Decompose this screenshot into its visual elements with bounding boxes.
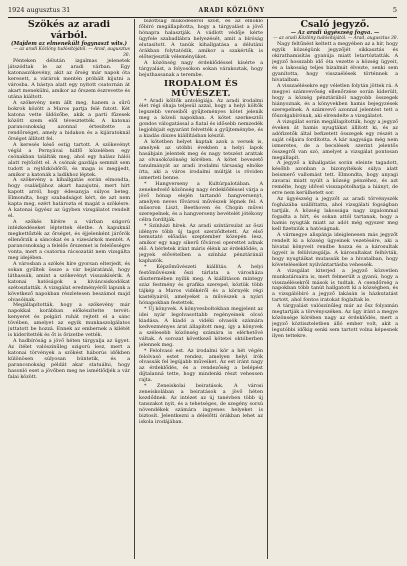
column-left: [8, 19, 130, 559]
article-paragraph: A szökevény nem állt meg, hanem a sűrű bokrok között a Maros partja felé futott. Két katona vette üldözőbe, akik a parti fűzesek között szem elől tévesztették. A katonai parancsnokság azonnal értesítette a rendőrséget, amely a hidakon és a kijáratoknál őrséget állított fel.: [8, 100, 130, 142]
article-paragraph: Megállapították, hogy a szökevény már napokkal korábban előkészítette tervét: kenyeret és polgári ruhát rejtett el a sánc tövében, amelyet az egyik munkaszolgálatos juttatott be hozzá. Ennek az embernek a kilétét is kiderítették és őt is őrizetbe vették.: [8, 302, 130, 339]
page-number: 5: [392, 6, 397, 14]
article-paragraph: * Új könyvek. A könyvesboltokban megjelent az idei nyár legolvasottabb regényeinek olcsó kiadása. A kiadó a vidéki olvasók számára kedvezményes árat állapított meg, így a könyvek a szélesebb közönség számára is elérhetővé váltak. A sorozat következő kötetei októberben jelennek meg.: [139, 305, 263, 348]
article-paragraph: * Hangverseny a Kultúrpalotában. A zenekedvelő közönség nagy érdeklődéssel várja a jövő hónap elején tartandó hangversenyt, amelyen neves fővárosi művészek lépnek fel. A műsoron Liszt, Beethoven és Chopin művei szerepelnek, és a hangverseny bevételét jótékony célra fordítják.: [139, 180, 263, 223]
column-divider: [267, 19, 268, 559]
article-paragraph: A vizsgálat kiterjed a jegyző közvetlen munkatársaira is, mert felmerült a gyanú, hogy a visszaélésekről mások is tudtak. A csendőrség a napokban több tanút hallgatott ki a községben, és a vizsgálóbíró a jegyző lakásán is házkutatást tartott, ahol fontos iratokat foglaltak le.: [272, 267, 398, 304]
article-paragraph: A tárgyalást valószínűleg már az ősz folyamán megtartják a törvényszéken. Az ügy iránt a megye közönsége körében nagy az érdeklődés, mert a jegyző köztiszteletben álló ember volt, akit a legutóbbi időkig senki sem tartott volna képesnek ilyen tettekre.: [272, 303, 398, 340]
header-date: 1924 augusztus 31: [8, 6, 71, 14]
article-paragraph: A visszaélésekre egy véletlen folytán jöttek rá. A megyei számvevőség ellenőrzése során kiderült, hogy a község pénztárából nagyobb összegek hiányoznak, és a könyvekben hamis bejegyzések szerepelnek. A számvevő azonnal jelentést tett a főszolgabírónak, aki elrendelte a vizsgálatot.: [272, 83, 398, 119]
article-paragraph: A vizsgálat során megállapították, hogy a jegyző éveken át hamis nyugtákat állított ki, és az adófizetők által befizetett összegek egy részét a saját céljaira fordította. A kár nagysága még nem ismeretes, de a becslések szerint jelentős összegről van szó, amelyet a vizsgálat pontosan megállapít.: [272, 118, 398, 161]
article-paragraph: * Színházi hírek. Az aradi színtársulat az őszi idényre több új tagot szerződtetett. Az első bemutató előadás szeptember közepén lesz, amikor egy nagy sikerű fővárosi operettet adnak elő. A bérletek iránt máris élénk az érdeklődés, a jegyek elővételben a színház pénztáránál kaphatók.: [139, 222, 263, 265]
article-paragraph: Pénteken délután izgalmas jelenetek játszódtak le az aradi várban. Egy katonaszökevény, akit az őrség már napok óta keresett, a várárok mentén próbált kijutni a városba. A bástya alatt egy nyitott csatornán át akart menekülni, amikor az őrszem észrevette és utána kiáltott.: [8, 58, 130, 101]
section-title: IRODALOM ÉS MŰVÉSZET.: [163, 78, 239, 99]
article-subtitle: (Majdem az elmenekült fogynaszt wits.): [11, 41, 127, 47]
article-paragraph: A városban a szökés híre gyorsan elterjedt, és sokan gyűltek össze a vár bejáratánál, hogy láthassák, amint a szökevényt visszakísérik. A katonai hatóságok a kíváncsiskodókat szétoszlatták. A vizsgálat eredményéről lapunk a következő napokban részletesen beszámol majd olvasóinak.: [8, 260, 130, 303]
article-paragraph: A hadbíróság a jövő héten tárgyalja az ügyet. Az ítélet valószínűleg szigorú lesz, mert a katonai törvények a szökést háborús időkben különösen súlyosan büntetik, és a parancsnokság példát akar statuálni, hogy hasonló eset a jövőben meg ne ismétlődjék a vár falai között.: [8, 338, 130, 380]
article-subtitle: — Az aradi ügyészség fogva. —: [290, 30, 380, 36]
article-paragraph: A szökevény a kihallgatás során elmondta, hogy családjához akart hazajutni, mert hírt kapott arról, hogy édesanyja súlyos beteg. Elmondta, hogy szabadságot kért, de azt nem kapta meg, ezért határozta el magát a szökésre. A katonai ügyész az ügyben vizsgálatot rendelt el.: [8, 177, 130, 220]
article-title: Szökés az aradi várból.: [27, 19, 111, 41]
article-paragraph: bizottság működéséről szólt, és az elnöklő főbíró megállapította, hogy a tárgyalást a jövő hónapra halasztják. A vádlott védője kérte ügyfele szabadlábra helyezését, amit a bíróság elutasított. A tanúk kihallgatása a délutáni órákban folytatódik, amikor a szakértők is előterjesztik véleményüket.: [139, 19, 263, 60]
article-paragraph: * Képzőművészeti kiállítás. A helyi festőművészek őszi tárlata a városháza dísztermében nyílik meg. A kiállításon mintegy száz festmény és grafika szerepel, köztük több tájkép a Maros vidékéről és a környék régi kastélyairól, amelyeket a művészek a nyári hónapokban festettek.: [139, 264, 263, 306]
newspaper-name: ARADI KÖZLÖNY: [198, 6, 265, 14]
article-byline: — az aradi Közlöny tudósítójától. — Arad, augusztus 30.: [13, 47, 130, 59]
column-right: [272, 19, 398, 559]
article-paragraph: Nagy feltűnést keltett a megyében az a hír, hogy egyik községünk jegyzőjét sikkasztás és okirathamisítás gyanúja miatt letartóztatták. A jegyző hosszabb idő óta vezette a község ügyeit, és a lakosság teljes bizalmát élvezte, senki sem gyanította, hogy visszaélések történnek a hivatalban.: [272, 41, 398, 84]
article-paragraph: A közönség nagy érdeklődéssel kísérte a tárgyalást, a folyosókon sokan várakoztak, hogy bejuthassanak a terembe.: [139, 59, 263, 78]
article-paragraph: A keresés késő estig tartott. A szökevényt végül a Pernyávai hídfő közelében egy csónakban találták meg, ahol egy halász hálói alatt rejtőzött el. A csónak gazdája semmit sem tudott a rejtőzködőről, és maga is megijedt, amikor a katonák a ladikhoz léptek.: [8, 141, 130, 178]
article-paragraph: A kötetben helyet kaptak azok a versek is, amelyek az utóbbi években a helyi lapok hasábjain jelentek meg és nagy tetszést arattak az olvasóközönség körében. A kötet bevezető tanulmányát az aradi irodalmi társaság elnöke írta, aki a város irodalmi múltját is röviden ismerteti benne.: [139, 139, 263, 181]
article-paragraph: A szökés hírére a várban szigorú intézkedéseket léptettek életbe. A kapuknál megkettőzték az őrséget, és éjjelenként járőrök ellenőrzik a sáncokat és a vizesárkok mentét. A parancsnokság a felelős őrszemet is felelősségre vonta, mert a csatorna rácsozatát nem vizsgálta meg idejében.: [8, 219, 130, 261]
page-header: [8, 4, 397, 18]
article-paragraph: Az ügyészség a jegyzőt az aradi törvényszék fogházába szállíttatta, ahol vizsgálati fogságban tartják. A község lakossága nagy izgalommal fogadta a hírt, és sokan attól tartanak, hogy a hamis nyugták miatt az adót még egyszer meg kell fizetniük a hatóságnak.: [272, 196, 398, 232]
article-paragraph: * Felolvasó est. Az irodalmi kör a hét végén felolvasó estet rendez, amelyen helyi írók olvassák fel legújabb műveiket. Az est iránt nagy az érdeklődés, és a rendezőség a belépést díjtalanná tette, hogy mindenki részt vehessen rajta.: [139, 347, 263, 384]
article-byline: — az aradi Közlöny tudósítójától. — Arad, augusztus 30.: [273, 36, 398, 42]
article-paragraph: * Aradi költők antológiája. Az aradi irodalmi élet régi óhaja teljesül azzal, hogy a helyi költők legszebb verseiből gyűjteményes kötet jelenik meg a közeli napokban. A kötet szerkesztői gondos válogatással a fiatal és idősebb nemzedék legjobbjait egyaránt felvették a gyűjteménybe, és a kiadás díszes kiállításban készül.: [139, 97, 263, 140]
article-paragraph: A vármegye alispánja ideiglenesen más jegyzőt rendelt ki a község ügyeinek vezetésére, aki a hivatal könyveit rendbe hozza és a károsultak ügyeit is felülvizsgálja. A károsultakat felhívták, hogy nyugtáikat mutassák be a hivatalban, hogy követeléseiket nyilvántartásba vehessék.: [272, 231, 398, 268]
column-divider: [134, 19, 135, 559]
article-paragraph: * Zeneiskolai beiratások. A városi zeneiskolában a beiratások a jövő héten kezdődnek. Az intézet az új tanévben több új tanszakot nyit, és a tehetséges, de szegény sorsú növendékek számára ingyenes helyeket is biztosít. Jelentkezni a délelőtti órákban lehet az iskola irodájában.: [139, 383, 263, 425]
article-title: Csaló jegyző.: [300, 19, 370, 30]
column-middle: [139, 19, 263, 559]
article-paragraph: A jegyző a kihallgatás során eleinte tagadott, később azonban a bizonyítékok súlya alatt beismerő vallomást tett. Elmondta, hogy anyagi zavarai miatt nyúlt a község pénzéhez, és azt remélte, hogy idővel visszapótolhatja a hiányt, de erre nem kerülhetett sor.: [272, 160, 398, 197]
